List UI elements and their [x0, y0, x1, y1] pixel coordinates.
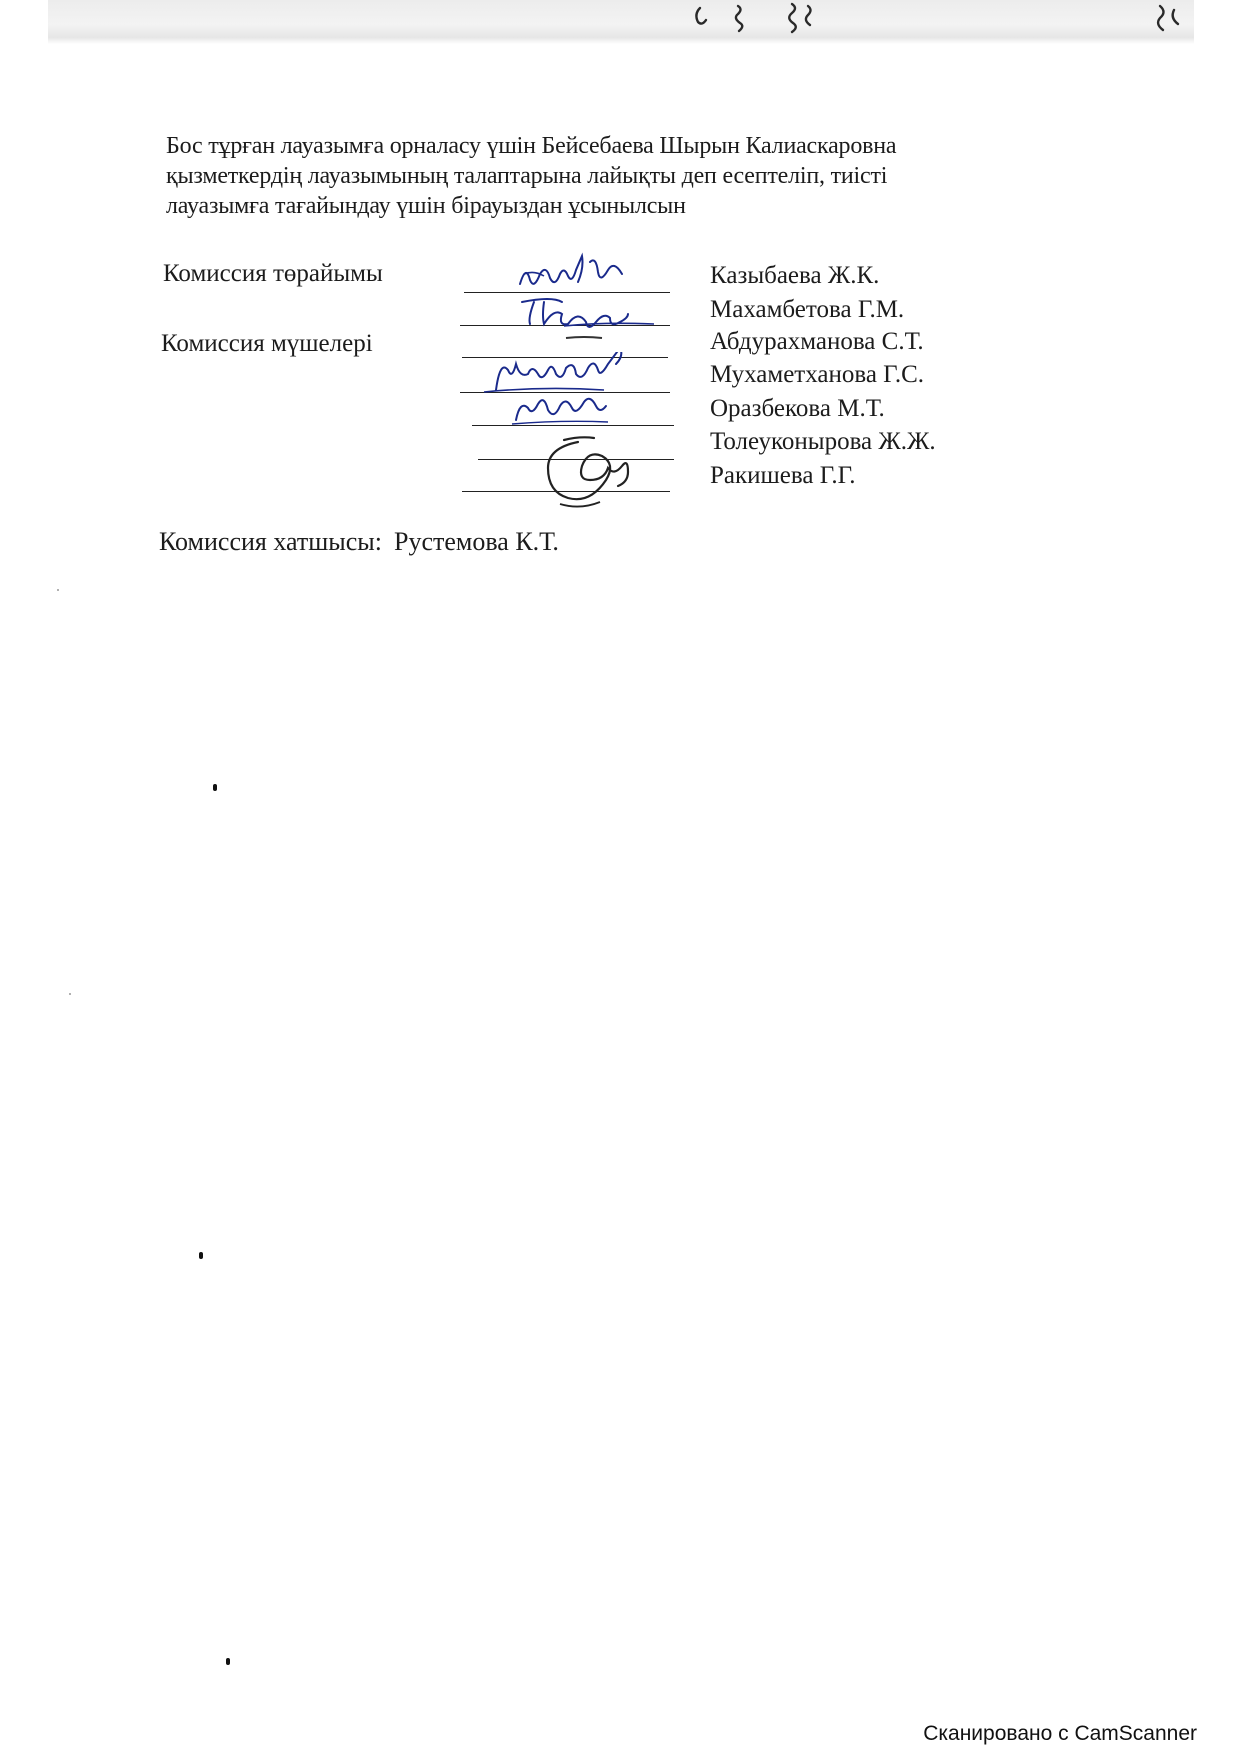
- member-name: Казыбаева Ж.К.: [710, 262, 880, 289]
- scan-speck: [199, 1252, 203, 1259]
- member-name: Толеуконырова Ж.Ж.: [710, 428, 936, 455]
- member-name: Абдурахманова С.Т.: [710, 328, 924, 355]
- member-name: Оразбекова М.Т.: [710, 395, 885, 422]
- scan-speck: [57, 589, 59, 591]
- decision-paragraph: [166, 131, 1096, 221]
- paragraph-line: қызметкердің лауазымының талаптарына лайықты деп есептеліп, тиісті: [166, 163, 888, 189]
- scan-speck: [69, 993, 71, 995]
- signature-makhambetova: [504, 290, 654, 330]
- member-name: Мухаметханова Г.С.: [710, 361, 924, 388]
- previous-page-edge: [48, 0, 1194, 44]
- signature-rakisheva: [520, 432, 650, 522]
- signature-abdurakhmanova: [560, 332, 610, 344]
- handwriting-fragments: [48, 0, 1194, 44]
- scan-speck: [213, 784, 217, 791]
- member-name: Махамбетова Г.М.: [710, 296, 905, 323]
- scan-speck: [226, 1658, 230, 1665]
- paragraph-line: Бос тұрған лауазымға орналасу үшін Бейсебаева Шырын Калиаскаровна: [166, 133, 897, 159]
- members-label: Комиссия мүшелері: [161, 330, 373, 357]
- member-name: Ракишева Г.Г.: [710, 462, 856, 489]
- secretary-line: [159, 527, 559, 557]
- secretary-label: Комиссия хатшысы:: [159, 527, 382, 556]
- paragraph-line: лауазымға тағайындау үшін бірауыздан ұсынылсын: [166, 193, 686, 219]
- chair-label: Комиссия төрайымы: [163, 260, 383, 287]
- secretary-name: Рустемова К.Т.: [393, 527, 559, 556]
- signature-orazbekova: [508, 392, 618, 428]
- camscanner-watermark: Сканировано с CamScanner: [923, 1722, 1197, 1745]
